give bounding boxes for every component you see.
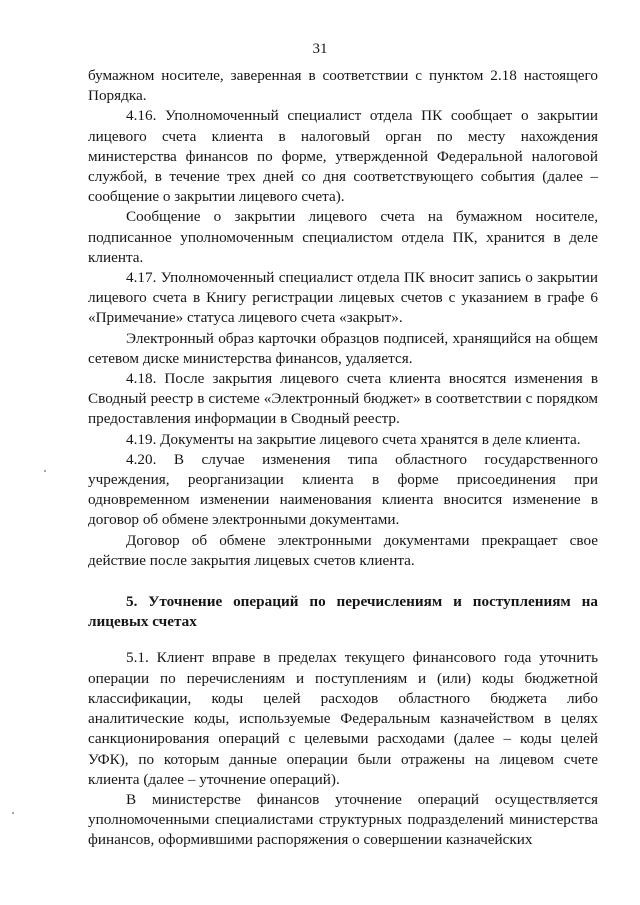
paragraph-4-19: 4.19. Документы на закрытие лицевого счета хранятся в деле клиента. [126, 430, 581, 448]
paragraph-5-1: 5.1. Клиент вправе в пределах текущего финансового года уточнить операции по перечислениям и поступлениям и (или) коды бюджетной классификации, коды целей расходов областного бюджета либо аналитические коды, используемые Федеральным казначейством в целях санкционирования операций с целевыми расходами (далее – коды целей УФК), по которым данные операции были отражены на лицевом счете клиента (далее – уточнение операций). [88, 649, 598, 788]
paragraph-4-16: 4.16. Уполномоченный специалист отдела ПК сообщает о закрытии лицевого счета клиента в налоговый орган по месту нахождения министерства финансов по форме, утвержденной Федеральной налоговой службой, в течение трех дней со дня соответствующего события (далее – сообщение о закрытии лицевого счета). [88, 107, 598, 206]
page-number: 31 [312, 41, 328, 57]
document-body [88, 66, 598, 851]
paragraph-message-storage: Сообщение о закрытии лицевого счета на бумажном носителе, подписанное уполномоченным специалистом отдела ПК, хранится в деле клиента. [88, 208, 598, 266]
paragraph-signature-card: Электронный образ карточки образцов подписей, хранящийся на общем сетевом диске министерства финансов, удаляется. [88, 329, 598, 367]
margin-speck [44, 470, 46, 472]
margin-speck [12, 812, 14, 814]
paragraph-4-17: 4.17. Уполномоченный специалист отдела ПК вносит запись о закрытии лицевого счета в Книгу регистрации лицевых счетов с указанием в графе 6 «Примечание» статуса лицевого счета «закрыт». [88, 269, 598, 327]
paragraph-continuation: бумажном носителе, заверенная в соответствии с пунктом 2.18 настоящего Порядка. [88, 67, 598, 105]
paragraph-4-18: 4.18. После закрытия лицевого счета клиента вносятся изменения в Сводный реестр в системе «Электронный бюджет» в соответствии с порядком предоставления информации в Сводный реестр. [88, 370, 598, 428]
paragraph-ministry-clarification: В министерстве финансов уточнение операций осуществляется уполномоченными специалистами структурных подразделений министерства финансов, оформившими распоряжения о совершении казначейских [88, 790, 598, 849]
paragraph-4-20: 4.20. В случае изменения типа областного государственного учреждения, реорганизации клиента в форме присоединения при одновременном изменении наименования клиента вносится изменение в договор об обмене электронными документами. [88, 450, 598, 529]
section-heading: 5. Уточнение операций по перечислениям и поступлениям на лицевых счетах [88, 593, 598, 631]
paragraph-agreement-termination: Договор об обмене электронными документами прекращает свое действие после закрытия лицевых счетов клиента. [88, 531, 598, 569]
